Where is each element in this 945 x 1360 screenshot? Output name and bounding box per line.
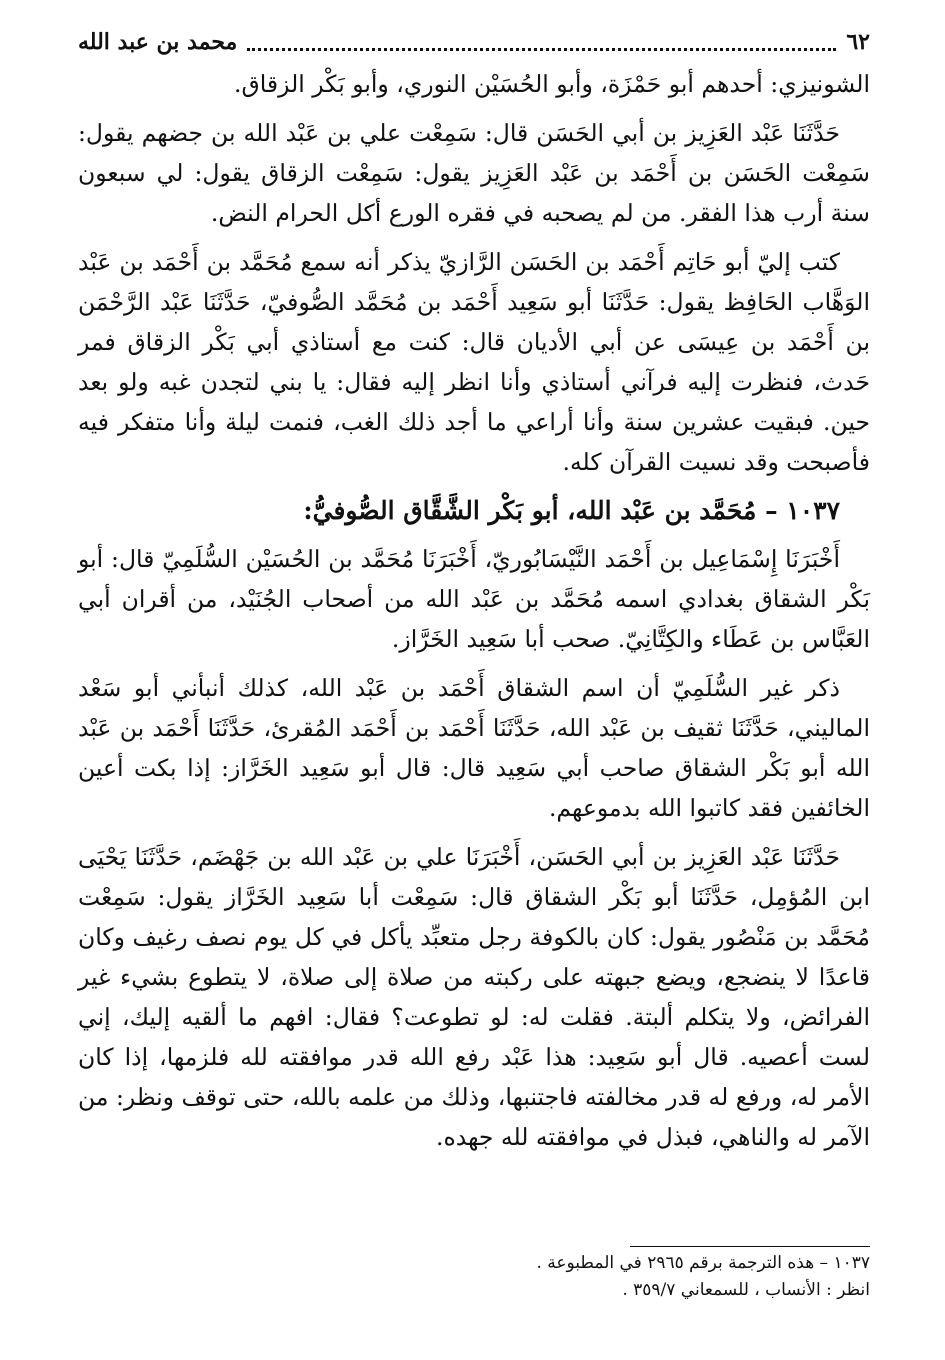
footnote-divider [630, 1246, 870, 1247]
paragraph: الشونيزي: أحدهم أبو حَمْزَة، وأبو الحُسَيْن النوري، وأبو بَكْر الزقاق. [234, 70, 870, 98]
footnote: انظر : الأنساب ، للسمعاني ٣٥٩/٧ . [622, 1280, 870, 1300]
paragraph: حَدَّثَنَا عَبْد العَزِيز بن أبي الحَسَن، أَخْبَرَنَا علي بن عَبْد الله بن جَهْضَم، حَدَّثَنَا يَحْيَى ابن المُؤمِل، حَدَّثَنَا أبو بَكْر الشقاق قال: سَمِعْت أبا سَعِيد الخَرَّاز يقول: سَمِعْت مُحَمَّد بن مَنْصُور يقول: كان بالكوفة رجل متعبِّد يأكل في كل يوم نصف رغيف وكان قاعدًا لا ينضجع، ويضع جبهته على ركبته من صلاة إلى صلاة، لا يتطوع بشيء غير الفرائض، ولا يتكلم ألبتة. فقلت له: لو تطوعت؟ فقال: افهم ما ألقيه إليك، إني لست أعصيه. قال أبو سَعِيد: هذا عَبْد رفع الله قدر موافقته لله فلزمها، إذا كان الأمر له، ورفع له قدر مخالفته فاجتنبها، وذلك من علمه بالله، حتى توقف ونظر: من الآمر له والناهي، فبذل في موافقته لله جهده. [78, 843, 870, 1151]
footnote: ١٠٣٧ – هذه الترجمة برقم ٢٩٦٥ في المطبوعة . [536, 1253, 870, 1273]
paragraph: حَدَّثَنَا عَبْد العَزِيز بن أبي الحَسَن قال: سَمِعْت علي بن عَبْد الله بن جضهم يقول: سَمِعْت الحَسَن بن أَحْمَد بن عَبْد العَزِيز يقول: سَمِعْت الزقاق يقول: لي سبعون سنة أرب هذا الفقر. من لم يصحبه في فقره الورع أكل الحرام النض. [78, 119, 870, 227]
paragraph: كتب إليّ أبو حَاتِم أَحْمَد بن الحَسَن الرَّازيّ يذكر أنه سمع مُحَمَّد بن أَحْمَد بن عَبْد الوَهَّاب الحَافِظ يقول: حَدَّثَنَا أبو سَعِيد أَحْمَد بن مُحَمَّد الصُّوفيّ، حَدَّثَنَا عَبْد الرَّحْمَن بن أَحْمَد بن عِيسَى عن أبي الأديان قال: كنت مع أستاذي أبي بَكْر الزقاق فمر حَدث، فنظرت إليه فرآني أستاذي وأنا انظر إليه فقال: يا بني لتجدن غبه ولو بعد حين. فبقيت عشرين سنة وأنا أراعي ما أجد ذلك الغب، فنمت ليلة وأنا متفكر فيه فأصبحت وقد نسيت القرآن كله. [78, 248, 870, 476]
main-text [78, 64, 870, 1166]
footnotes [78, 1250, 870, 1304]
paragraph: أَخْبَرَنَا إِسْمَاعِيل بن أَحْمَد النَّيْسَابُوريّ، أَخْبَرَنَا مُحَمَّد بن الحُسَيْن السُّلَمِيّ قال: أبو بَكْر الشقاق بغدادي اسمه مُحَمَّد بن عَبْد الله من أصحاب الجُنَيْد، من أقران أبي العَبَّاس بن عَطَاء والكِتَّانِيّ. صحب أبا سَعِيد الخَرَّاز. [78, 545, 870, 653]
entry-heading: ١٠٣٧ – مُحَمَّد بن عَبْد الله، أبو بَكْر الشَّقَّاق الصُّوفيُّ: [303, 496, 840, 525]
paragraph: ذكر غير السُّلَمِيّ أن اسم الشقاق أَحْمَد بن عَبْد الله، كذلك أنبأني أبو سَعْد الماليني، حَدَّثَنَا ثقيف بن عَبْد الله، حَدَّثَنَا أَحْمَد بن أَحْمَد المُقرئ، حَدَّثَنَا أَحْمَد بن عَبْد الله أبو بَكْر الشقاق صاحب أبي سَعِيد قال: قال أبو سَعِيد الخَرَّاز: إذا بكت أعين الخائفين فقد كاتبوا الله بدموعهم. [78, 674, 870, 822]
page-header [78, 26, 870, 58]
running-title: محمد بن عبد الله [78, 29, 238, 55]
header-dot-leader [247, 34, 836, 51]
page-number: ٦٢ [846, 29, 870, 55]
